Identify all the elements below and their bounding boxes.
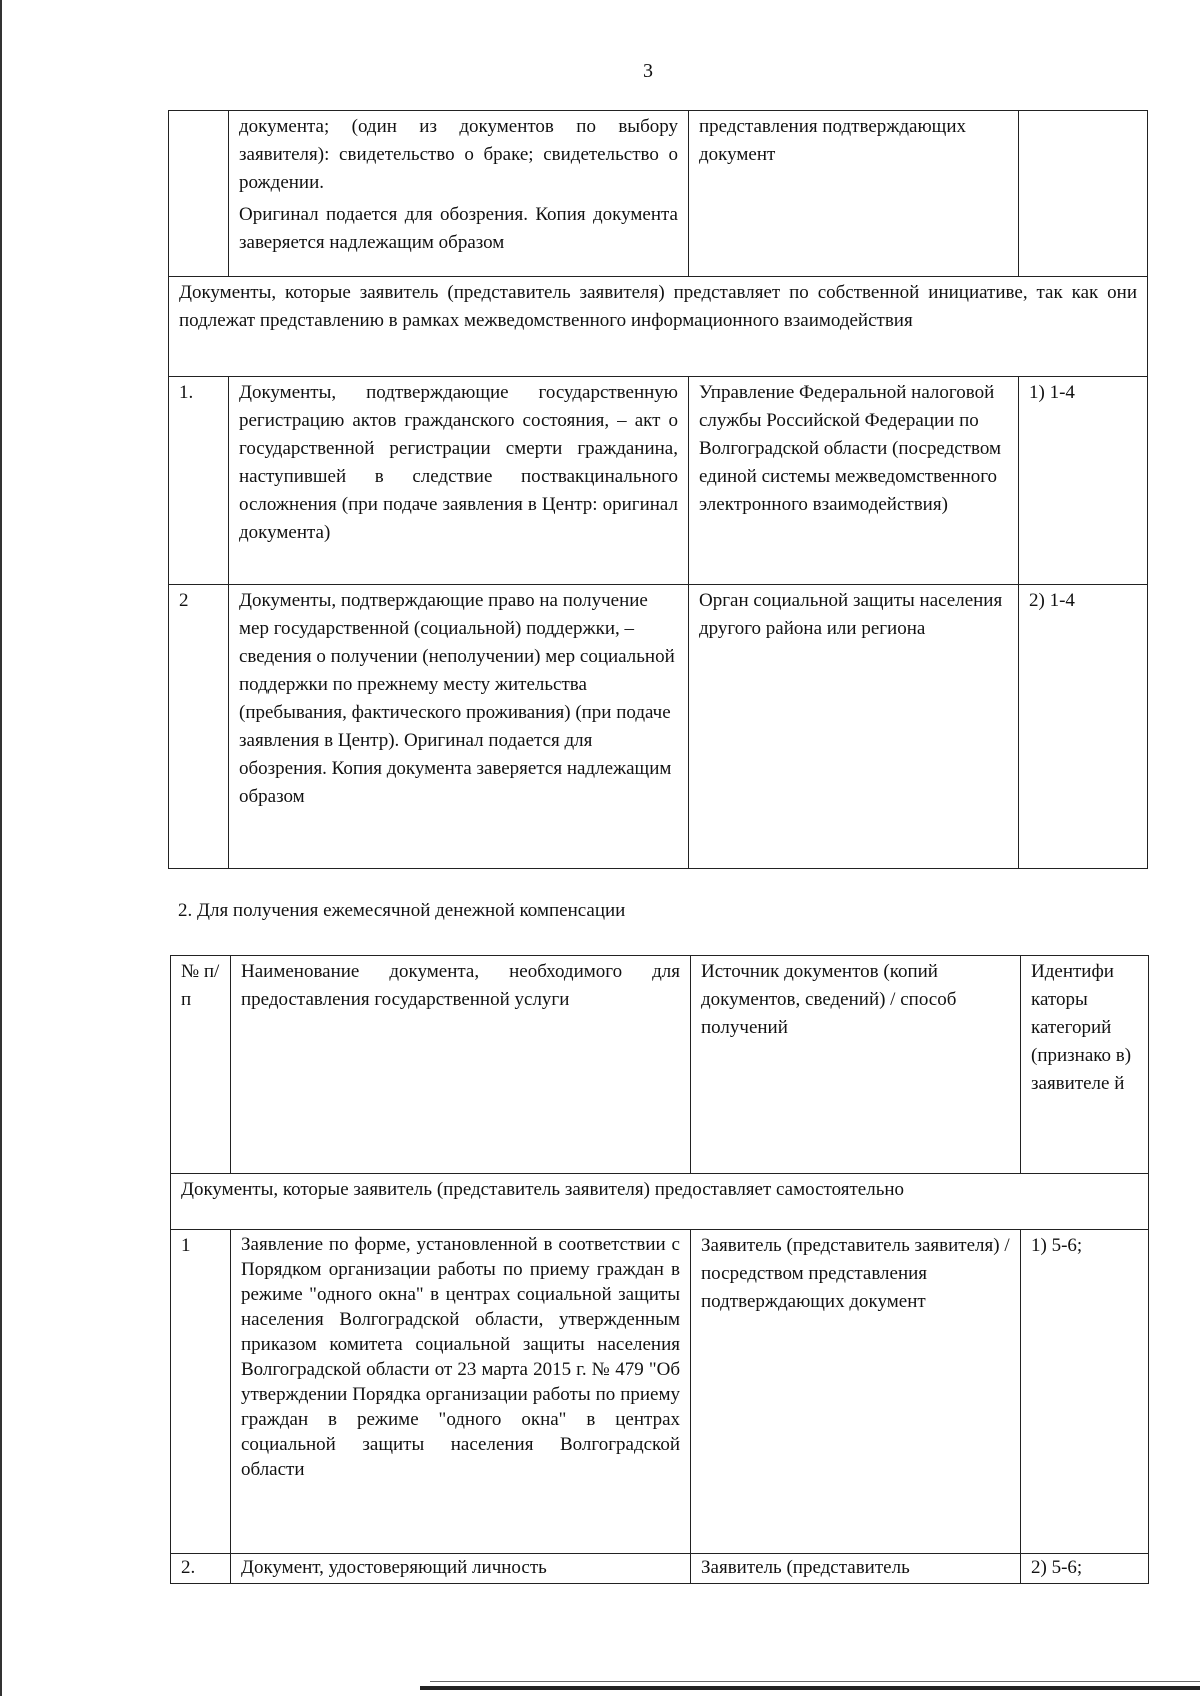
- cell-source: Орган социальной защиты населения другого района или региона: [689, 585, 1019, 869]
- header-source: Источник документов (копий документов, сведений) / способ получений: [691, 956, 1021, 1174]
- cell-ids: 2) 1-4: [1019, 585, 1148, 869]
- scan-bottom-line: [420, 1686, 1200, 1690]
- cell-ids: 1) 5-6;: [1021, 1230, 1149, 1554]
- table-row: [169, 377, 1148, 585]
- section-2-title: 2. Для получения ежемесячной денежной компенсации: [178, 900, 626, 921]
- scan-left-edge: [0, 0, 2, 1696]
- cell-name: Заявление по форме, установленной в соответствии с Порядком организации работы по приему граждан в режиме "одного окна" в центрах социальной защиты населения Волгоградской области, утвержденным приказом комитета социальной защиты населения Волгоградской области от 23 марта 2015 г. № 479 "Об утверждении Порядка организации работы по приему граждан в режиме "одного окна" в центрах социальной защиты населения Волгоградской области: [231, 1230, 691, 1554]
- cell-num: 2: [169, 585, 229, 869]
- page-number: 3: [643, 60, 653, 82]
- cell-num: 2.: [171, 1554, 231, 1584]
- scan-bottom-thin-line: [430, 1681, 1200, 1682]
- table-row: [169, 585, 1148, 869]
- cell-source: представления подтверждающих документ: [689, 111, 1019, 277]
- cell-name: Документы, подтверждающие государственную регистрацию актов гражданского состояния, – акт о государственной регистрации смерти гражданина, наступившей в следствие поствакцинального осложнения (при подаче заявления в Центр: оригинал документа): [229, 377, 689, 585]
- header-ids: Идентифи каторы категорий (признако в) заявителе й: [1021, 956, 1149, 1174]
- cell-ids: [1019, 111, 1148, 277]
- cell-name-paragraph-1: документа; (один из документов по выбору заявителя): свидетельство о браке; свидетельство о рождении.: [239, 116, 678, 193]
- header-name: Наименование документа, необходимого для предоставления государственной услуги: [231, 956, 691, 1174]
- table-row: [171, 1554, 1149, 1584]
- cell-name: [229, 111, 689, 277]
- section-header-self: Документы, которые заявитель (представитель заявителя) предоставляет самостоятельно: [171, 1174, 1149, 1230]
- cell-num: 1: [171, 1230, 231, 1554]
- documents-table-1: [168, 110, 1148, 869]
- cell-source: Управление Федеральной налоговой службы Российской Федерации по Волгоградской области (посредством единой системы межведомственного электронного взаимодействия): [689, 377, 1019, 585]
- cell-name: Документ, удостоверяющий личность: [231, 1554, 691, 1584]
- cell-ids: 1) 1-4: [1019, 377, 1148, 585]
- table-header-row: [171, 956, 1149, 1174]
- cell-name: Документы, подтверждающие право на получение мер государственной (социальной) поддержки, – сведения о получении (неполучении) мер социальной поддержки по прежнему месту жительства (пребывания, фактического проживания) (при подаче заявления в Центр). Оригинал подается для обозрения. Копия документа заверяется надлежащим образом: [229, 585, 689, 869]
- table-section-header-row: [171, 1174, 1149, 1230]
- cell-ids: 2) 5-6;: [1021, 1554, 1149, 1584]
- cell-source: Заявитель (представитель: [691, 1554, 1021, 1584]
- section-header-initiative: Документы, которые заявитель (представитель заявителя) представляет по собственной инициативе, так как они подлежат представлению в рамках межведомственного информационного взаимодействия: [169, 277, 1148, 377]
- cell-num: [169, 111, 229, 277]
- cell-source: Заявитель (представитель заявителя) /посредством представления подтверждающих документ: [691, 1230, 1021, 1554]
- table-row-continuation: [169, 111, 1148, 277]
- table-section-header-row: [169, 277, 1148, 377]
- cell-name-paragraph-2: Оригинал подается для обозрения. Копия документа заверяется надлежащим образом: [239, 204, 678, 253]
- cell-num: 1.: [169, 377, 229, 585]
- documents-table-2: [170, 955, 1149, 1584]
- table-row: [171, 1230, 1149, 1554]
- header-num: № п/п: [171, 956, 231, 1174]
